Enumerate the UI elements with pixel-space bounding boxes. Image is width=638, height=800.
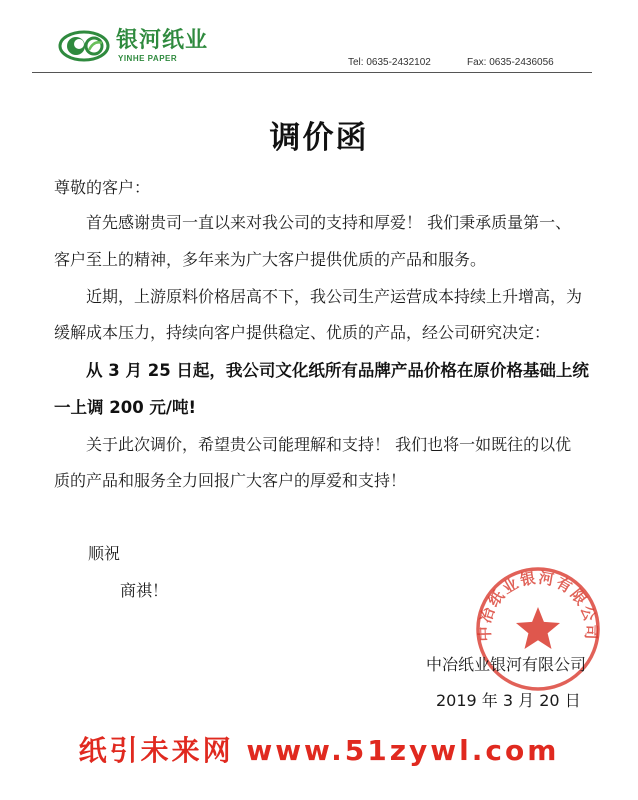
fax-number: Fax: 0635-2436056 [467, 57, 554, 68]
letterhead-divider [32, 72, 592, 73]
price-notice-line-1: 从 3 月 25 日起，我公司文化纸所有品牌产品价格在原价格基础上统 [86, 361, 589, 380]
paragraph-1-line-1: 首先感谢贵司一直以来对我公司的支持和厚爱！ 我们秉承质量第一、 [86, 213, 572, 232]
closing-regards: 顺祝 [88, 544, 121, 563]
paragraph-2-line-1: 近期，上游原料价格居高不下，我公司生产运营成本持续上升增高，为 [86, 287, 583, 306]
paragraph-2-line-2: 缓解成本压力，持续向客户提供稳定、优质的产品，经公司研究决定： [54, 323, 551, 342]
yinhe-logo-icon [58, 30, 114, 62]
paragraph-4-line-2: 质的产品和服务全力回报广大客户的厚爱和支持！ [54, 471, 407, 490]
closing-wishes: 商祺！ [120, 581, 169, 600]
telephone-number: Tel: 0635-2432102 [348, 57, 431, 68]
paragraph-1-line-2: 客户至上的精神，多年来为广大客户提供优质的产品和服务。 [54, 250, 487, 269]
svg-text:中冶纸业银河有限公司: 中冶纸业银河有限公司 [475, 568, 601, 642]
signatory-company: 中冶纸业银河有限公司 [426, 655, 587, 674]
letter-title: 调价函 [269, 120, 369, 156]
brand-name-cn: 银河纸业 [116, 28, 209, 53]
price-notice-line-2: 一上调 200 元/吨! [54, 398, 196, 417]
paragraph-4-line-1: 关于此次调价，希望贵公司能理解和支持！ 我们也将一如既往的以优 [86, 435, 572, 454]
website-watermark: 纸引未来网 www.51zywl.com [78, 734, 560, 767]
letter-date: 2019 年 3 月 20 日 [436, 691, 581, 710]
greeting: 尊敬的客户： [54, 178, 151, 197]
stamp-star-icon [516, 607, 560, 649]
brand-name-en: YINHE PAPER [118, 54, 178, 63]
